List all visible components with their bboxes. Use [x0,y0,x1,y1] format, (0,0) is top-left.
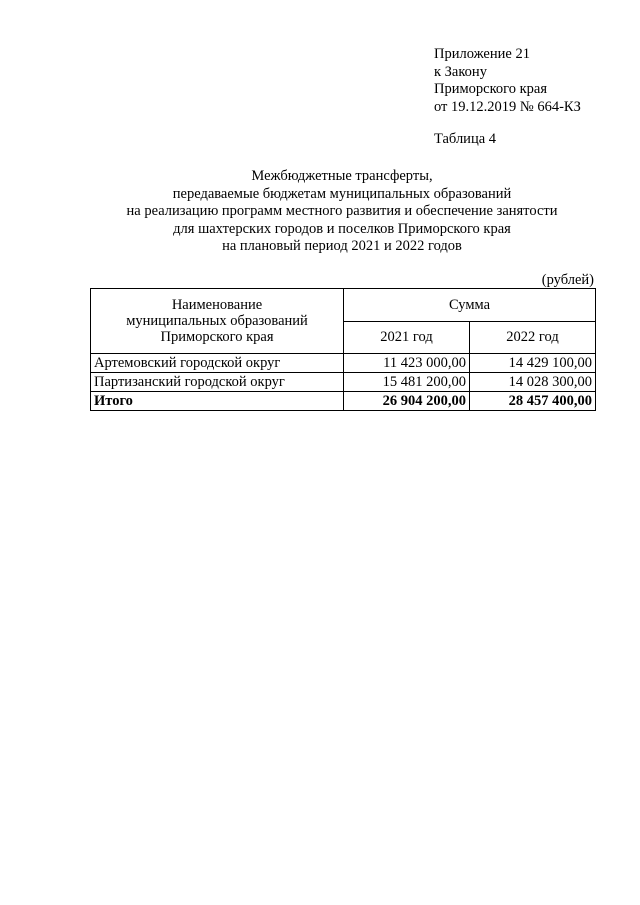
appendix-line: Приморского края [434,81,548,97]
amount-2021: 11 423 000,00 [344,354,470,373]
appendix-line: Приложение 21 [434,46,530,62]
total-2022: 28 457 400,00 [470,392,596,411]
municipality-name: Партизанский городской округ [91,373,344,392]
appendix-line: к Закону [434,63,487,80]
table-row [91,373,596,392]
header-name-line: Приморского края [160,329,274,345]
amount-2022: 14 429 100,00 [470,354,596,373]
title-line: Межбюджетные трансферты, [251,168,433,184]
header-name-line: Наименование [171,297,263,313]
header-name-line: муниципальных образований [126,313,308,329]
title-line: на плановый период 2021 и 2022 годов [222,238,462,255]
document-title [90,168,594,256]
appendix-line: от 19.12.2019 № 664-КЗ [434,98,581,115]
amount-2022: 14 028 300,00 [470,373,596,392]
units-label: (рублей) [541,272,594,288]
header-name-cell [91,289,344,354]
title-line: для шахтерских городов и поселков Приморского края [173,220,511,237]
title-line: на реализацию программ местного развития и обеспечение занятости [126,203,558,220]
amount-2021: 15 481 200,00 [344,373,470,392]
table-header-row [91,289,596,322]
total-label: Итого [91,392,344,411]
header-sum-cell: Сумма [344,289,596,322]
appendix-block [434,46,581,116]
table-total-row [91,392,596,411]
title-line: передаваемые бюджетам муниципальных образований [172,185,512,202]
table-label: Таблица 4 [434,131,497,147]
total-2021: 26 904 200,00 [344,392,470,411]
table-row [91,354,596,373]
transfers-table [90,288,596,411]
municipality-name: Артемовский городской округ [91,354,344,373]
header-year-2021: 2021 год [344,321,470,354]
header-year-2022: 2022 год [470,321,596,354]
